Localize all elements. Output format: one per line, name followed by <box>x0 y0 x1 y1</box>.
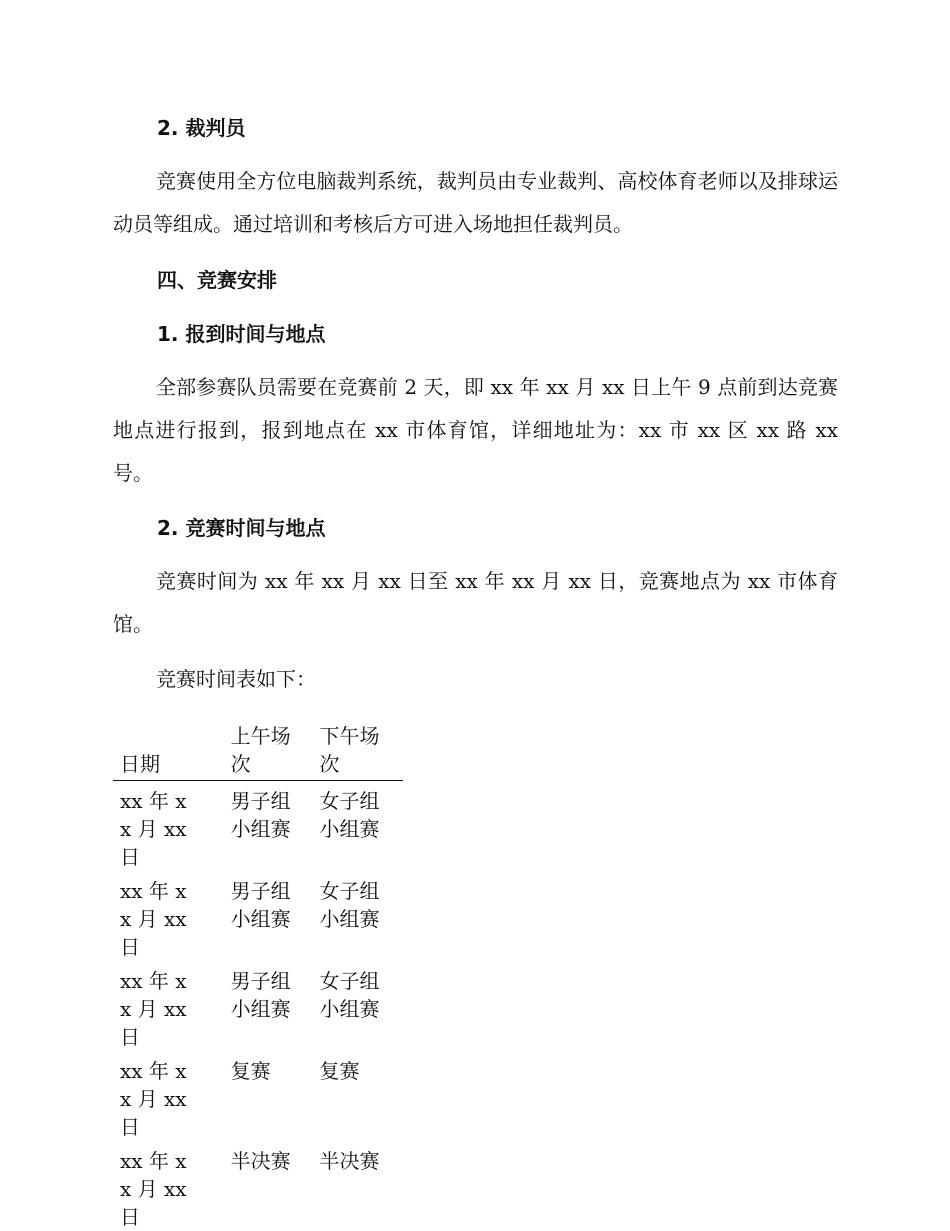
schedule-intro: 竞赛时间表如下： <box>156 667 316 691</box>
table-row <box>113 781 403 872</box>
header-afternoon: 下午场次 <box>312 722 403 781</box>
cell-afternoon: 女子组小组赛 <box>319 969 380 1021</box>
table-header-row <box>113 722 403 781</box>
registration-paragraph: 全部参赛队员需要在竞赛前 2 天，即 xx 年 xx 月 xx 日上午 9 点前到达竞赛地点进行报到，报到地点在 xx 市体育馆，详细地址为：xx 市 xx 区 xx 路 xx 号。 <box>113 375 838 485</box>
arrangement-heading: 四、竞赛安排 <box>157 268 277 292</box>
registration-heading: 1. 报到时间与地点 <box>157 322 326 346</box>
cell-morning: 半决赛 <box>230 1149 291 1173</box>
cell-morning: 男子组小组赛 <box>230 789 291 841</box>
cell-morning: 男子组小组赛 <box>230 969 291 1021</box>
schedule-table <box>113 722 403 1231</box>
competition-heading: 2. 竞赛时间与地点 <box>157 516 326 540</box>
schedule-table-container <box>113 722 403 1231</box>
cell-date: xx 年 xx 月 xx 日 <box>120 879 187 959</box>
referee-heading: 2. 裁判员 <box>157 116 246 140</box>
cell-date: xx 年 xx 月 xx 日 <box>120 1059 187 1139</box>
header-date: 日期 <box>113 722 223 781</box>
cell-morning: 男子组小组赛 <box>230 879 291 931</box>
table-row <box>113 1141 403 1231</box>
cell-morning: 复赛 <box>230 1059 271 1083</box>
cell-date: xx 年 xx 月 xx 日 <box>120 1149 187 1229</box>
cell-date: xx 年 xx 月 xx 日 <box>120 969 187 1049</box>
table-row <box>113 871 403 961</box>
cell-afternoon: 女子组小组赛 <box>319 879 380 931</box>
competition-paragraph: 竞赛时间为 xx 年 xx 月 xx 日至 xx 年 xx 月 xx 日，竞赛地点为 xx 市体育馆。 <box>113 569 838 636</box>
cell-afternoon: 半决赛 <box>319 1149 380 1173</box>
table-row <box>113 1051 403 1141</box>
header-morning: 上午场次 <box>223 722 313 781</box>
referee-paragraph: 竞赛使用全方位电脑裁判系统，裁判员由专业裁判、高校体育老师以及排球运动员等组成。通过培训和考核后方可进入场地担任裁判员。 <box>113 169 838 236</box>
cell-afternoon: 复赛 <box>319 1059 360 1083</box>
table-row <box>113 961 403 1051</box>
cell-afternoon: 女子组小组赛 <box>319 789 380 841</box>
cell-date: xx 年 xx 月 xx 日 <box>120 789 187 869</box>
